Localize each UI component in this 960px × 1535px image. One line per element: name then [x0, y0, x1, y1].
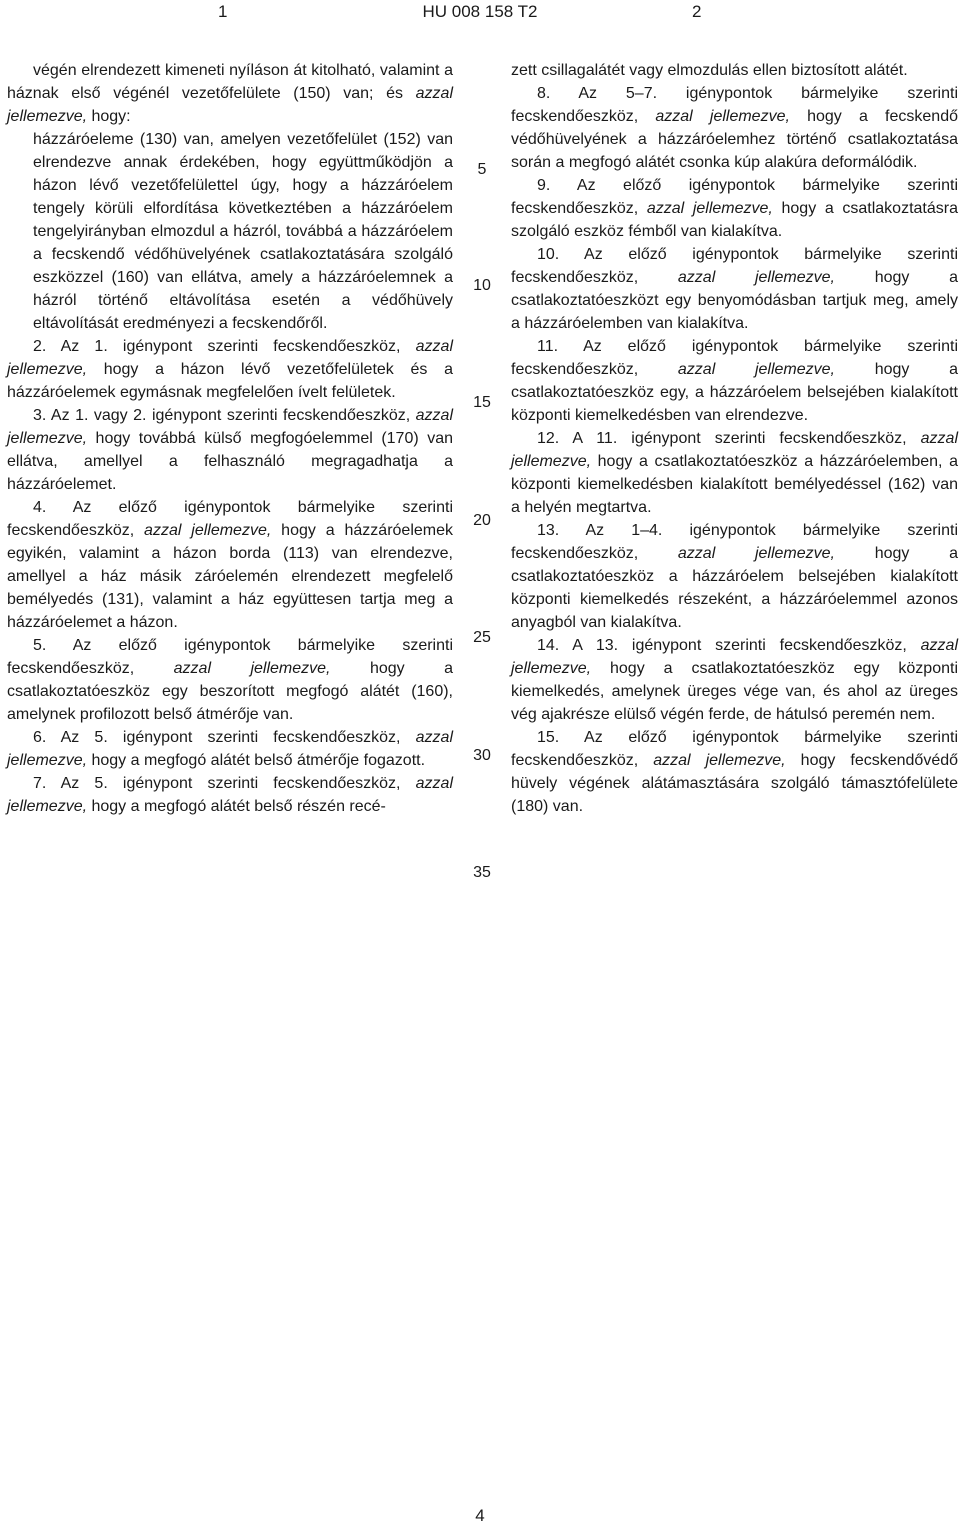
left-column: [7, 59, 453, 818]
claim-14: 14. A 13. igénypont szerinti fecskendőeszköz, azzal jellemezve, hogy a csatlakoztatóeszköz egy központi kiemelkedés, amelynek üreges vége van, és ahol az üreges vég ajakrésze elülső végén ferde, de hátulsó peremén nem.: [511, 637, 958, 723]
claim-15: 15. Az előző igénypontok bármelyike szerinti fecskendőeszköz, azzal jellemezve, hogy fecskendővédő hüvely végének alátámasztására szolgáló támasztófelülete (180) van.: [511, 729, 959, 815]
claim-7-continuation: zett csillagalátét vagy elmozdulás ellen biztosított alátét.: [511, 62, 908, 79]
line-number: 5: [477, 161, 487, 178]
line-number: 20: [473, 512, 491, 529]
line-number: 25: [473, 629, 491, 646]
right-page-number: 2: [692, 2, 702, 21]
claim-6: 6. Az 5. igénypont szerinti fecskendőeszköz, azzal jellemezve, hogy a megfogó alátét belső átmérője fogazott.: [7, 729, 453, 769]
left-page-number: 1: [218, 2, 228, 21]
right-column: [511, 59, 958, 818]
claim-12: 12. A 11. igénypont szerinti fecskendőeszköz, azzal jellemezve, hogy a csatlakoztatóeszköz a házzáróelemben, a központi kiemelkedésben kialakított bemélyedéssel (162) van a helyén megtartva.: [511, 430, 958, 516]
claim-1-body: házzáróeleme (130) van, amelyen vezetőfelület (152) van elrendezve annak érdekében, hogy együttműködjön a házon lévő vezetőfelülettel úgy, hogy a házzáróelem tengely körüli elfordítása következtében a házzáróelem tengelyirányban elmozdul a házról, továbbá a házzáróelem a fecskendő védőhüvelyének csatlakoztatására szolgáló eszközzel (160) van ellátva, amely a házzáróelemnek a házról történő eltávolítása esetén a védőhüvely eltávolítását eredményezi a fecskendőről.: [33, 131, 453, 332]
claim-9: 9. Az előző igénypontok bármelyike szerinti fecskendőeszköz, azzal jellemezve, hogy a csatlakoztatásra szolgáló eszköz fémből van kialakítva.: [511, 177, 958, 240]
line-number: 35: [473, 864, 491, 881]
claim-11: 11. Az előző igénypontok bármelyike szerinti fecskendőeszköz, azzal jellemezve, hogy a csatlakoztatóeszköz egy, a házzáróelem belsejében kialakított központi kiemelkedésben van elrendezve.: [511, 338, 958, 424]
page-header: [0, 0, 960, 30]
page-footer-number: 4: [475, 1506, 485, 1525]
claim-8: 8. Az 5–7. igénypontok bármelyike szerinti fecskendőeszköz, azzal jellemezve, hogy a fecskendő védőhüvelyének a házzáróelemhez történő csatlakoztatása során a megfogó alátét csonka kúp alakúra deformálódik.: [511, 85, 958, 171]
document-id: HU 008 158 T2: [422, 2, 538, 21]
claim-10: 10. Az előző igénypontok bármelyike szerinti fecskendőeszköz, azzal jellemezve, hogy a csatlakoztatóeszközt egy benyomódásban tartjuk meg, amely a házzáróelemben van kialakítva.: [511, 246, 958, 332]
claim-3: 3. Az 1. vagy 2. igénypont szerinti fecskendőeszköz, azzal jellemezve, hogy továbbá külső megfogóelemmel (170) van ellátva, amellyel a felhasználó megragadhatja a házzáróelemet.: [7, 407, 453, 493]
claim-5: 5. Az előző igénypontok bármelyike szerinti fecskendőeszköz, azzal jellemezve, hogy a csatlakoztatóeszköz egy beszorított megfogó alátét (160), amelynek profilozott belső átmérője van.: [7, 637, 453, 723]
claim-13: 13. Az 1–4. igénypontok bármelyike szerinti fecskendőeszköz, azzal jellemezve, hogy a csatlakoztatóeszköz a házzáróelem belsejében kialakított központi kiemelkedés részeként, a házzáróelemmel azonos anyagból van kialakítva.: [511, 522, 958, 631]
line-number: 15: [473, 394, 491, 411]
line-number: 10: [473, 277, 491, 294]
claim-7: 7. Az 5. igénypont szerinti fecskendőeszköz, azzal jellemezve, hogy a megfogó alátét belső részén recé-: [7, 775, 453, 815]
line-number: 30: [473, 747, 491, 764]
claim-2: 2. Az 1. igénypont szerinti fecskendőeszköz, azzal jellemezve, hogy a házon lévő vezetőfelületek és a házzáróelemek egymásnak megfelelően ívelt felületek.: [7, 338, 453, 401]
claim-4: 4. Az előző igénypontok bármelyike szerinti fecskendőeszköz, azzal jellemezve, hogy a házzáróelemek egyikén, valamint a házon borda (113) van elrendezve, amellyel a ház másik záróelemén elrendezett megfelelő bemélyedés (131), valamint a ház együttesen tartja meg a házzáróelemet a házon.: [7, 499, 453, 631]
claim-1-intro: végén elrendezett kimeneti nyíláson át kitolható, valamint a háznak első végénél vezetőfelülete (150) van; és azzal jellemezve, hogy:: [7, 62, 453, 125]
